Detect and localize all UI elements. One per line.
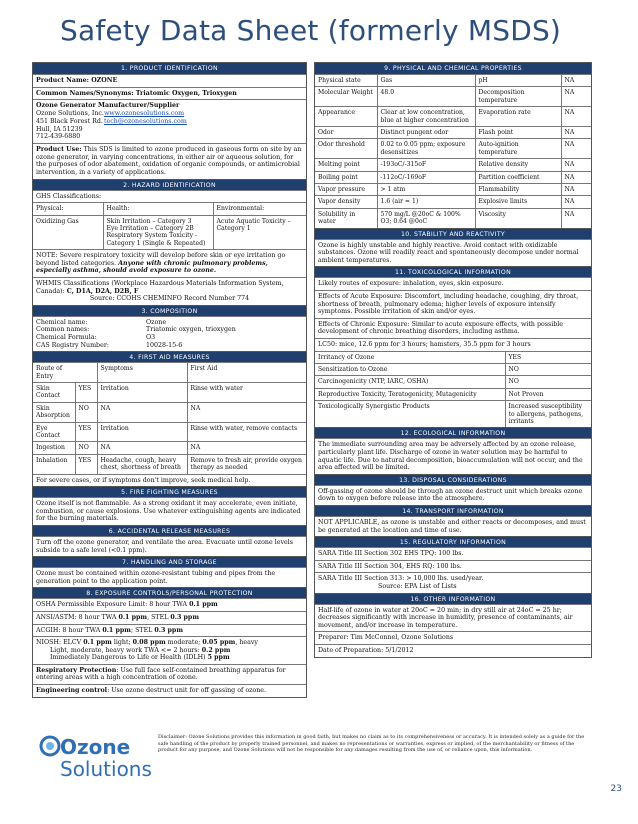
fa-symptoms: NA bbox=[97, 442, 187, 454]
eng-label: Engineering control bbox=[36, 687, 108, 695]
left-column bbox=[32, 62, 307, 698]
section-11-header: 11. TOXICOLOGICAL INFORMATION bbox=[315, 266, 591, 277]
prop-value: NA bbox=[561, 127, 591, 139]
niosh-value: 0.2 ppm bbox=[201, 646, 231, 654]
disposal-text: Off-gassing of ozone should be through an ozone destruct unit which breaks ozone down to oxygen before release into the atmosphere. bbox=[315, 485, 591, 505]
prop-value: NA bbox=[561, 139, 591, 159]
fa-symptoms: Headache, cough, heavy chest, shortness of breath bbox=[97, 454, 187, 473]
note-bold: Anyone with chronic pulmonary problems, especially asthma, should avoid exposure to ozone. bbox=[36, 259, 268, 275]
tox-lc50: LC50: mice, 12.6 ppm for 3 hours; hamsters, 35.5 ppm for 3 hours bbox=[315, 338, 591, 351]
prop-key: Solubility in water bbox=[315, 208, 377, 227]
prop-value: Clear at low concentration, blue at higher concentration bbox=[377, 107, 475, 127]
niosh-value: 0.05 ppm bbox=[202, 639, 236, 647]
tox-key: Sensitization to Ozone bbox=[315, 364, 505, 376]
manufacturer-phone: 712-439-6880 bbox=[36, 133, 81, 141]
page-number: 23 bbox=[610, 784, 622, 794]
prop-value: -193oC/-315oF bbox=[377, 159, 475, 171]
tox-routes: Likely routes of exposure: inhalation, eyes, skin exposure. bbox=[315, 277, 591, 290]
prop-value: 1.6 (air = 1) bbox=[377, 196, 475, 208]
table-row bbox=[33, 422, 306, 442]
ghs-label: GHS Classifications: bbox=[33, 190, 306, 203]
prop-key: Boiling point bbox=[315, 171, 377, 183]
resp-label: Respiratory Protection bbox=[36, 666, 117, 674]
acgih-limit bbox=[33, 624, 306, 637]
manufacturer-address: 451 Black Forest Rd. bbox=[36, 117, 103, 125]
engineering-control bbox=[33, 684, 306, 697]
manufacturer-name: Ozone Solutions, Inc. bbox=[36, 109, 104, 117]
prop-key: pH bbox=[475, 75, 561, 87]
tox-key: Irritancy of Ozone bbox=[315, 351, 505, 363]
table-row bbox=[315, 364, 591, 376]
fa-route: Ingestion bbox=[33, 442, 75, 454]
comp-key: Common names: bbox=[36, 326, 90, 334]
niosh-value: 0.08 ppm bbox=[132, 639, 166, 647]
ansi-value: 0.1 ppm bbox=[118, 613, 148, 621]
product-name: Product Name: OZONE bbox=[33, 74, 306, 87]
table-row bbox=[33, 454, 306, 473]
hazard-physical: Oxidizing Gas bbox=[33, 215, 103, 249]
hazard-header-physical: Physical: bbox=[33, 203, 103, 215]
niosh-text: Immediately Dangerous to Life or Health (IDLH) bbox=[50, 654, 208, 662]
reg-3 bbox=[315, 572, 591, 592]
prop-value: NA bbox=[561, 75, 591, 87]
prop-value: 48.0 bbox=[377, 87, 475, 107]
prop-key: Flash point bbox=[475, 127, 561, 139]
whmis-label: WHMIS Classifications (Workplace Hazardous Materials Information System, Canada): bbox=[36, 279, 284, 295]
table-row bbox=[315, 388, 591, 400]
ansi-label: ANSI/ASTM: 8 hour TWA bbox=[36, 613, 119, 621]
section-14-header: 14. TRANSPORT INFORMATION bbox=[315, 505, 591, 516]
prop-value: NA bbox=[561, 159, 591, 171]
section-8-header: 8. EXPOSURE CONTROLS/PERSONAL PROTECTION bbox=[33, 587, 306, 598]
note-text: NOTE: Severe respiratory toxicity will develop before skin or eye irritation go beyond listed categories. bbox=[36, 252, 286, 267]
common-names: Common Names/Synonyms: Triatomic Oxygen, Trioxygen bbox=[33, 87, 306, 100]
manufacturer-block bbox=[33, 99, 306, 143]
section-3-header: 3. COMPOSITION bbox=[33, 305, 306, 316]
fa-symptoms: Irritation bbox=[97, 382, 187, 402]
product-use-text: This SDS is limited to ozone produced in gaseous form on site by an ozone generator, in varying concentrations, in either air or aqueous solution, for the purposes of odor abatement, oxidation of organic compounds, or antimicrobial intervention, in a variety of applications. bbox=[36, 146, 302, 176]
tox-acute: Effects of Acute Exposure: Discomfort, including headache, coughing, dry throat, shortness of breath, pulmonary edema; higher levels of exposure intensify symptoms. Possible irritation of skin and/or eyes. bbox=[315, 290, 591, 318]
prop-value: NA bbox=[561, 208, 591, 227]
manufacturer-heading: Ozone Generator Manufacturer/Supplier bbox=[36, 102, 180, 110]
fa-aid: NA bbox=[187, 442, 306, 454]
prop-key: Melting point bbox=[315, 159, 377, 171]
tox-value: Not Proven bbox=[505, 388, 591, 400]
ansi-stel-label: , STEL bbox=[147, 613, 171, 621]
osha-label: OSHA Permissible Exposure Limit: 8 hour TWA bbox=[36, 601, 190, 609]
section-13-header: 13. DISPOSAL CONSIDERATIONS bbox=[315, 474, 591, 485]
fa-aid: Remove to fresh air, provide oxygen therapy as needed bbox=[187, 454, 306, 473]
reg-2: SARA Title III Section 304, EHS RQ: 100 lbs. bbox=[315, 560, 591, 573]
fa-route: Skin Contact bbox=[33, 382, 75, 402]
fa-aid: NA bbox=[187, 402, 306, 422]
section-7-header: 7. HANDLING AND STORAGE bbox=[33, 556, 306, 567]
ansi-limit bbox=[33, 611, 306, 624]
prop-key: Vapor density bbox=[315, 196, 377, 208]
eco-text: The immediate surrounding area may be adversely affected by an ozone release, particularly plant life. Discharge of ozone in water solution may be harmful to aquatic life. Due to natural decomposition, bioaccumulation will not occur, and the area affected will be limited. bbox=[315, 438, 591, 473]
table-row bbox=[315, 208, 591, 227]
eng-text: : Use ozone destruct unit for off gassing of ozone. bbox=[107, 687, 267, 695]
fa-symptoms: NA bbox=[97, 402, 187, 422]
hazard-health: Skin Irritation – Category 3 Eye Irritation – Category 2B Respiratory System Toxicity - Category 1 (Single & Repeated) bbox=[103, 215, 213, 249]
respiratory-protection bbox=[33, 664, 306, 684]
disclaimer: Disclaimer: Ozone Solutions provides this information in good faith, but makes no claim as to its comprehensiveness or accuracy. It is intended solely as a guide for the safe handling of the product by properly trained personnel, and makes no representations or warranties, express or implied, of the merchantability or fitness of the product for any purpose, and Ozone Solutions will not be responsible for any damages resulting from the use of, or reliance upon, this information. bbox=[158, 734, 585, 754]
table-row bbox=[315, 171, 591, 183]
hazard-environmental: Acute Aquatic Toxicity – Category 1 bbox=[213, 215, 306, 249]
tox-value: NO bbox=[505, 364, 591, 376]
table-row bbox=[315, 75, 591, 87]
table-row bbox=[33, 382, 306, 402]
reg-1: SARA Title III Section 302 EHS TPQ: 100 lbs. bbox=[315, 547, 591, 560]
hazard-header-health: Health: bbox=[103, 203, 213, 215]
handling-text: Ozone must be contained within ozone-resistant tubing and pipes from the generation point to the application point. bbox=[33, 567, 306, 587]
table-row bbox=[315, 401, 591, 428]
manufacturer-city: Hull, IA 51239 bbox=[36, 125, 83, 133]
prop-key: Molecular Weight bbox=[315, 87, 377, 107]
preparer: Preparer: Tim McConnel, Ozone Solutions bbox=[315, 631, 591, 644]
prop-value: 0.02 to 0.05 ppm; exposure desensitizes bbox=[377, 139, 475, 159]
whmis-source: Source: CCOHS CHEMINFO Record Number 774 bbox=[89, 295, 250, 303]
prop-value: Gas bbox=[377, 75, 475, 87]
website-link[interactable]: www.ozonesolutions.com bbox=[104, 109, 185, 117]
section-10-header: 10. STABILITY AND REACTIVITY bbox=[315, 228, 591, 239]
hazard-table bbox=[33, 202, 306, 249]
osha-limit bbox=[33, 598, 306, 611]
product-use-label: Product Use: bbox=[36, 146, 82, 154]
fa-route: Inhalation bbox=[33, 454, 75, 473]
section-4-header: 4. FIRST AID MEASURES bbox=[33, 351, 306, 362]
ansi-stel-value: 0.3 ppm bbox=[170, 613, 199, 621]
section-5-header: 5. FIRE FIGHTING MEASURES bbox=[33, 486, 306, 497]
section-12-header: 12. ECOLOGICAL INFORMATION bbox=[315, 427, 591, 438]
prop-key: Odor threshold bbox=[315, 139, 377, 159]
comp-value: Ozone bbox=[146, 318, 167, 326]
fa-header-route: Route of Entry bbox=[33, 363, 75, 383]
table-row bbox=[315, 139, 591, 159]
reg-source: Source: EPA List of Lists bbox=[378, 583, 457, 590]
prop-value: Distinct pungent odor bbox=[377, 127, 475, 139]
osha-value: 0.1 ppm bbox=[189, 601, 218, 609]
table-row bbox=[315, 87, 591, 107]
fa-header-aid: First Aid bbox=[187, 363, 306, 383]
table-row bbox=[33, 442, 306, 454]
product-use bbox=[33, 143, 306, 178]
section-6-header: 6. ACCIDENTAL RELEASE MEASURES bbox=[33, 525, 306, 536]
reg-3-text: SARA Title III Section 313: > 10,000 lbs. used/year. bbox=[318, 575, 484, 583]
prop-value: 570 mg/L @20oC & 100% O3; 0.64 @0oC bbox=[377, 208, 475, 227]
right-column bbox=[314, 62, 592, 658]
table-row bbox=[33, 402, 306, 422]
tox-table bbox=[315, 351, 591, 428]
section-9-header: 9. PHYSICAL AND CHEMICAL PROPERTIES bbox=[315, 63, 591, 74]
first-aid-table bbox=[33, 362, 306, 473]
comp-key: CAS Registry Number: bbox=[36, 341, 109, 349]
section-1-header: 1. PRODUCT IDENTIFICATION bbox=[33, 63, 306, 74]
fa-aid: Rinse with water, remove contacts bbox=[187, 422, 306, 442]
resp-text: : Use full face self-contained breathing apparatus for entering areas with a high concentration of ozone. bbox=[36, 666, 286, 682]
table-row bbox=[315, 351, 591, 363]
niosh-value: 5 ppm bbox=[207, 654, 230, 662]
prop-value: NA bbox=[561, 184, 591, 196]
prop-key: Decomposition temperature bbox=[475, 87, 561, 107]
table-row bbox=[315, 376, 591, 388]
comp-key: Chemical name: bbox=[36, 318, 88, 326]
tox-value: Increased susceptibility to allergens, pathogens, irritants bbox=[505, 401, 591, 428]
fa-symptoms: Irritation bbox=[97, 422, 187, 442]
prop-key: Partition coefficient bbox=[475, 171, 561, 183]
whmis-codes: C, D1A, D2A, D2B, F bbox=[66, 287, 139, 295]
fa-yn: YES bbox=[75, 382, 97, 402]
prop-value: -112oC/-169oF bbox=[377, 171, 475, 183]
section-15-header: 15. REGULATORY INFORMATION bbox=[315, 536, 591, 547]
section-2-header: 2. HAZARD IDENTIFICATION bbox=[33, 179, 306, 190]
fa-aid: Rinse with water bbox=[187, 382, 306, 402]
fa-header-symptoms: Symptoms bbox=[97, 363, 187, 383]
tox-key: Toxicologically Synergistic Products bbox=[315, 401, 505, 428]
tox-value: NO bbox=[505, 376, 591, 388]
niosh-value: 0.1 ppm bbox=[83, 639, 112, 647]
email-link[interactable]: tech@ozonesolutions.com bbox=[104, 117, 187, 125]
table-row bbox=[315, 127, 591, 139]
logo-word-ozone: Ozone bbox=[60, 735, 131, 759]
tox-chronic: Effects of Chronic Exposure: Similar to acute exposure effects, with possible development of chronic breathing disorders, including asthma. bbox=[315, 318, 591, 338]
release-text: Turn off the ozone generator, and ventilate the area. Evacuate until ozone levels subside to a safe level (<0.1 ppm). bbox=[33, 536, 306, 556]
severe-cases: For severe cases, or if symptoms don't improve, seek medical help. bbox=[33, 474, 306, 487]
table-row bbox=[315, 159, 591, 171]
acgih-stel-label: ; STEL bbox=[130, 626, 155, 634]
comp-key: Chemical Formula: bbox=[36, 333, 97, 341]
properties-table bbox=[315, 74, 591, 228]
fa-yn: YES bbox=[75, 422, 97, 442]
prop-key: Viscosity bbox=[475, 208, 561, 227]
table-row bbox=[315, 196, 591, 208]
prop-key: Physical state bbox=[315, 75, 377, 87]
hazard-header-environmental: Environmental: bbox=[213, 203, 306, 215]
prop-key: Appearance bbox=[315, 107, 377, 127]
acgih-label: ACGIH: 8 hour TWA bbox=[36, 626, 103, 634]
prop-value: NA bbox=[561, 196, 591, 208]
acgih-stel-value: 0.3 ppm bbox=[154, 626, 183, 634]
niosh-label: NIOSH: ELCV bbox=[36, 639, 84, 647]
preparation-date: Date of Preparation: 5/1/2012 bbox=[315, 644, 591, 657]
prop-key: Relative density bbox=[475, 159, 561, 171]
stability-text: Ozone is highly unstable and highly reactive. Avoid contact with oxidizable substances. Ozone will readily react and spontaneously decompose under normal ambient temperatures. bbox=[315, 239, 591, 267]
prop-value: NA bbox=[561, 107, 591, 127]
fa-yn: NO bbox=[75, 442, 97, 454]
comp-value: O3 bbox=[146, 333, 156, 341]
page-title: Safety Data Sheet (formerly MSDS) bbox=[60, 14, 562, 47]
niosh-text: light; bbox=[111, 639, 133, 647]
footer bbox=[32, 726, 592, 796]
fa-route: Eye Contact bbox=[33, 422, 75, 442]
prop-key: Odor bbox=[315, 127, 377, 139]
niosh-text: moderate; bbox=[165, 639, 203, 647]
composition-block bbox=[33, 316, 306, 351]
tox-key: Reproductive Toxicity, Teratogenicity, Mutagenicity bbox=[315, 388, 505, 400]
section-16-header: 16. OTHER INFORMATION bbox=[315, 593, 591, 604]
whmis-block bbox=[33, 277, 306, 305]
prop-key: Auto-ignition temperature bbox=[475, 139, 561, 159]
prop-value: NA bbox=[561, 87, 591, 107]
niosh-text: Light, moderate, heavy work TWA <= 2 hours: bbox=[50, 646, 202, 654]
table-row bbox=[315, 107, 591, 127]
fa-yn: NO bbox=[75, 402, 97, 422]
table-row bbox=[315, 184, 591, 196]
logo-word-solutions: Solutions bbox=[60, 757, 152, 781]
tox-key: Carcinogenicity (NTP, IARC, OSHA) bbox=[315, 376, 505, 388]
acgih-value: 0.1 ppm bbox=[102, 626, 131, 634]
tox-value: YES bbox=[505, 351, 591, 363]
prop-key: Flammability bbox=[475, 184, 561, 196]
prop-value: NA bbox=[561, 171, 591, 183]
fire-text: Ozone itself is not flammable. As a strong oxidant it may accelerate, even initiate, combustion, or cause explosions. Use whatever extinguishing agents are indicated for the burning materials. bbox=[33, 497, 306, 525]
hazard-note bbox=[33, 249, 306, 277]
other-text: Half-life of ozone in water at 20oC = 20 min; in dry still air at 24oC = 25 hr; decreases significantly with increase in humidity, presence of contaminants, air movement, and/or increase in temperature. bbox=[315, 604, 591, 632]
niosh-limit bbox=[33, 636, 306, 664]
prop-key: Vapor pressure bbox=[315, 184, 377, 196]
niosh-text: , heavy bbox=[235, 639, 258, 647]
comp-value: Triatomic oxygen, trioxygen bbox=[146, 326, 236, 334]
fa-route: Skin Absorption bbox=[33, 402, 75, 422]
ozone-solutions-logo bbox=[38, 732, 158, 784]
fa-yn: YES bbox=[75, 454, 97, 473]
comp-value: 10028-15-6 bbox=[146, 341, 183, 349]
prop-key: Explosive limits bbox=[475, 196, 561, 208]
transport-text: NOT APPLICABLE, as ozone is unstable and either reacts or decomposes, and must be generated at the location and time of use. bbox=[315, 516, 591, 536]
prop-key: Evaporation rate bbox=[475, 107, 561, 127]
prop-value: > 1 atm bbox=[377, 184, 475, 196]
